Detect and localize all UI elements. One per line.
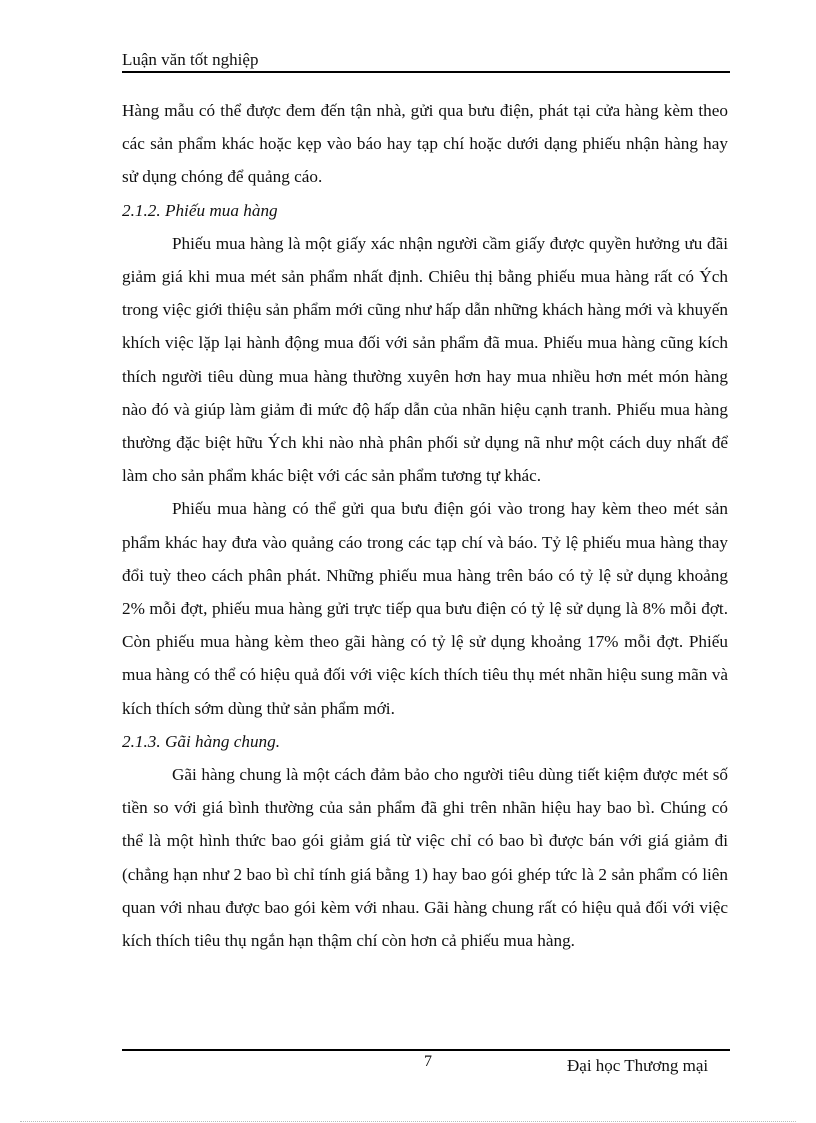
header-rule (122, 71, 730, 73)
paragraph-4: Gãi hàng chung là một cách đảm bảo cho người tiêu dùng tiết kiệm được mét số tiền so với giá bình thường của sản phẩm đã ghi trên nhãn hiệu hay bao bì. Chúng có thể là một hình thức bao gói giảm giá từ việc chỉ có bao bì được bán với giá giảm đi (chẳng hạn như 2 bao bì chỉ tính giá bằng 1) hay bao gói ghép tức là 2 sản phẩm có liên quan với nhau được bao gói kèm với nhau. Gãi hàng chung rất có hiệu quả đối với việc kích thích tiêu thụ ngắn hạn thậm chí còn hơn cả phiếu mua hàng. (122, 765, 728, 951)
page-edge-divider (20, 1121, 796, 1122)
section-heading-2-1-3: 2.1.3. Gãi hàng chung. (122, 731, 281, 751)
paragraph-3: Phiếu mua hàng có thể gửi qua bưu điện gói vào trong hay kèm theo mét sản phẩm khác hay đưa vào quảng cáo trong các tạp chí và báo. Tỷ lệ phiếu mua hàng thay đổi tuỳ theo cách phân phát. Những phiếu mua hàng trên báo có tỷ lệ sử dụng khoảng 2% mỗi đợt, phiếu mua hàng gửi trực tiếp qua bưu điện có tỷ lệ sử dụng là 8% mỗi đợt. Còn phiếu mua hàng kèm theo gãi hàng có tỷ lệ sử dụng khoảng 17% mỗi đợt. Phiếu mua hàng có thể có hiệu quả đối với việc kích thích tiêu thụ mét nhãn hiệu sung mãn và kích thích sớm dùng thử sản phẩm mới. (122, 499, 728, 718)
footer-institution: Đại học Thương mại (567, 1056, 709, 1075)
paragraph-2: Phiếu mua hàng là một giấy xác nhận người cầm giấy được quyền hưởng ưu đãi giảm giá khi mua mét sản phẩm nhất định. Chiêu thị bằng phiếu mua hàng rất có Ých trong việc giới thiệu sản phẩm mới cũng như hấp dẫn những khách hàng mới và khuyến khích việc lặp lại hành động mua đối với sản phẩm đã mua. Phiếu mua hàng cũng kích thích người tiêu dùng mua hàng thường xuyên hơn hay mua nhiều hơn mét món hàng nào đó và giúp làm giảm đi mức độ hấp dẫn của nhãn hiệu cạnh tranh. Phiếu mua hàng thường đặc biệt hữu Ých khi nào nhà phân phối sử dụng nã như một cách duy nhất để làm cho sản phẩm khác biệt với các sản phẩm tương tự khác. (122, 233, 728, 486)
section-heading-2-1-2: 2.1.2. Phiếu mua hàng (122, 200, 278, 220)
page-number: 7 (424, 1053, 432, 1070)
header-title: Luận văn tốt nghiệp (122, 50, 259, 69)
paragraph-1: Hàng mẫu có thể được đem đến tận nhà, gửi qua bưu điện, phát tại cửa hàng kèm theo các sản phẩm khác hoặc kẹp vào báo hay tạp chí hoặc dưới dạng phiếu nhận hàng hay sử dụng chóng để quảng cáo. (122, 101, 728, 187)
document-body (122, 94, 728, 957)
footer-rule (122, 1049, 730, 1051)
